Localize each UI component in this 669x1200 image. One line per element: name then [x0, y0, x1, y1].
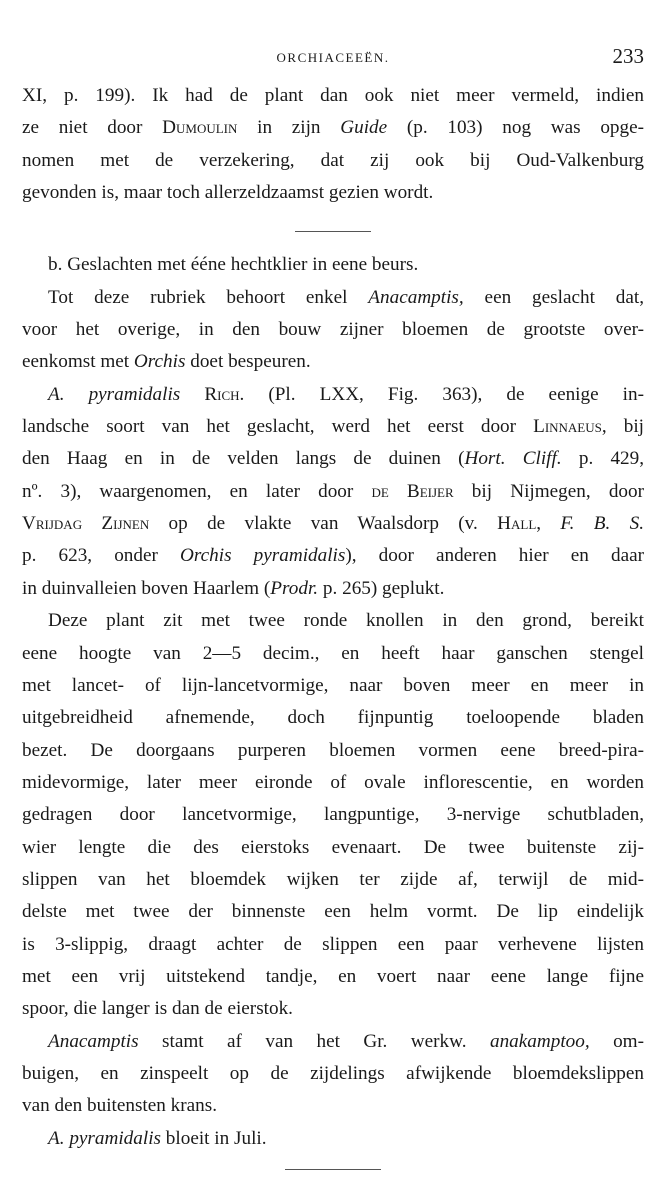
text-line: gedragen door lancetvormige, langpuntige, 3-nervige schutbladen,: [22, 804, 644, 826]
text-line: bezet. De doorgaans purperen bloemen vormen eene breed-pira-: [22, 739, 644, 761]
genus-name: Orchis: [133, 351, 186, 373]
paragraph-intro: [22, 282, 644, 379]
text-line: nº. 3), waargenomen, en later door de Beijer bij Nijmegen, door: [22, 480, 644, 502]
text-line: den Haag en in de velden langs de duinen (Hort. Cliff. p. 429,: [22, 448, 645, 470]
cited-work: Prodr.: [270, 577, 319, 599]
page-header: [22, 44, 644, 74]
cited-work: Guide: [340, 117, 388, 139]
text-line: p. 623, onder Orchis pyramidalis), door anderen hier en daar: [22, 545, 645, 567]
text-line: uitgebreidheid afnemende, doch fijnpuntig toeloopende bladen: [22, 707, 644, 729]
text-line: voor het overige, in den bouw zijner bloemen de grootste over-: [22, 319, 644, 341]
text-line: delste met twee der binnenste een helm vormt. De lip eindelijk: [22, 901, 644, 923]
heading-line: b. Geslachten met ééne hechtklier in eene beurs.: [48, 254, 419, 276]
genus-name: Anacamptis: [48, 1030, 139, 1052]
text-line: eene hoogte van 2—5 decim., en heeft haar ganschen stengel: [22, 642, 644, 664]
text-line: nomen met de verzekering, dat zij ook bij Oud-Valkenburg: [22, 149, 644, 171]
author-name: de Beijer: [371, 480, 454, 502]
paragraph-continuation: [22, 80, 644, 209]
text-line: Deze plant zit met twee ronde knollen in den grond, bereikt: [48, 610, 644, 632]
text-line: van den buitensten krans.: [22, 1095, 218, 1117]
text-line: A. pyramidalis Rich. (Pl. LXX, Fig. 363), de eenige in-: [48, 383, 644, 405]
text-line: Vrijdag Zijnen op de vlakte van Waalsdorp (v. Hall, F. B. S.: [22, 513, 645, 535]
text-line: in duinvalleien boven Haarlem (Prodr. p. 265) geplukt.: [22, 577, 445, 599]
text-line: met een vrij uitstekend tandje, en voert naar eene lange fijne: [22, 965, 644, 987]
paragraph-etymology: [22, 1026, 644, 1123]
text-line: Anacamptis stamt af van het Gr. werkw. anakamptoo, om-: [48, 1030, 644, 1052]
text-line: wier lengte die des eierstoks evenaart. De twee buitenste zij-: [22, 836, 644, 858]
author-name: Hall,: [497, 513, 542, 535]
cited-work: Hort. Cliff.: [464, 448, 562, 470]
paragraph-description: [22, 605, 644, 1025]
body-text: [22, 80, 644, 1170]
greek-word: anakamptoo,: [489, 1030, 590, 1052]
text-line: A. pyramidalis bloeit in Juli.: [48, 1127, 267, 1149]
text-line: buigen, en zinspeelt op de zijdelings afwijkende bloemdekslippen: [22, 1062, 644, 1084]
species-name: A. pyramidalis: [48, 1127, 161, 1149]
section-divider: [295, 231, 371, 232]
section-heading: [22, 249, 644, 281]
text-line: midevormige, later meer eironde of ovale inflorescentie, en worden: [22, 771, 644, 793]
author-name: Linnaeus,: [533, 416, 607, 438]
text-line: eenkomst met Orchis doet bespeuren.: [22, 351, 311, 373]
page-number: 233: [612, 44, 644, 68]
end-divider: [285, 1169, 381, 1170]
species-name: Orchis pyramidalis: [180, 545, 346, 567]
paragraph-species: [22, 379, 644, 605]
author-name: Vrijdag Zijnen: [22, 513, 150, 535]
author-name: Dumoulin: [162, 117, 238, 139]
text-line: XI, p. 199). Ik had de plant dan ook niet meer vermeld, indien: [22, 85, 644, 106]
running-head: ORCHIACEEËN.: [276, 50, 390, 65]
text-line: is 3-slippig, draagt achter de slippen een paar verhevene lijsten: [22, 933, 644, 955]
text-line: spoor, die langer is dan de eierstok.: [22, 998, 293, 1020]
text-line: slippen van het bloemdek wijken ter zijde af, terwijl de mid-: [22, 868, 644, 890]
text-line: gevonden is, maar toch allerzeldzaamst gezien wordt.: [22, 182, 434, 204]
species-name: A. pyramidalis: [48, 383, 181, 405]
genus-name: Anacamptis,: [368, 286, 464, 308]
paragraph-flowering: [22, 1123, 644, 1155]
cited-work: F. B. S.: [560, 513, 645, 535]
text-line: met lancet- of lijn-lancetvormige, naar boven meer en meer in: [22, 674, 644, 696]
text-line: ze niet door Dumoulin in zijn Guide (p. 103) nog was opge-: [22, 117, 645, 139]
text-line: Tot deze rubriek behoort enkel Anacamptis, een geslacht dat,: [48, 286, 644, 308]
text-line: landsche soort van het geslacht, werd het eerst door Linnaeus, bij: [22, 416, 644, 438]
author-name: Rich.: [204, 383, 245, 405]
